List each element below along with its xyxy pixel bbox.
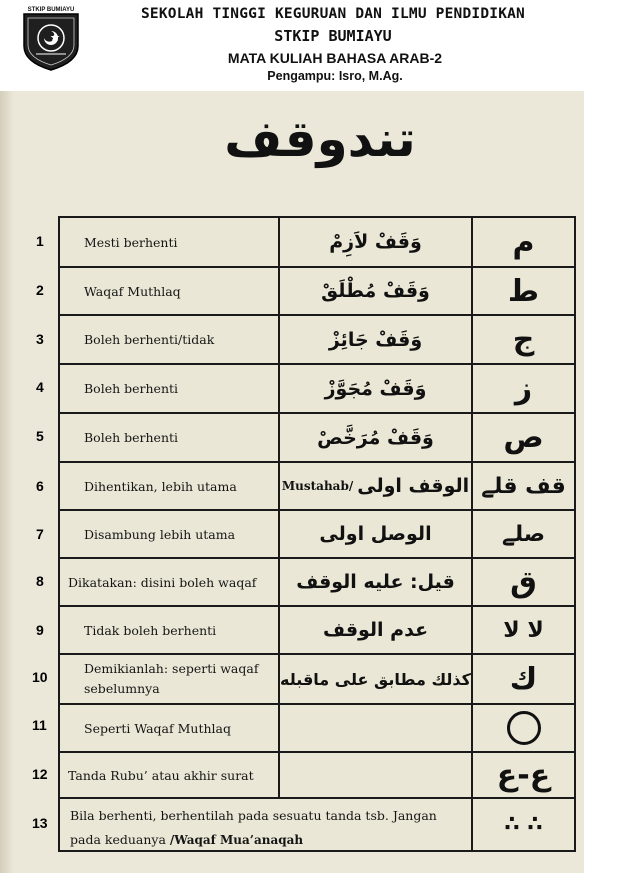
row-waqaf-symbol: قف قلے — [481, 473, 566, 499]
table-row — [60, 655, 574, 705]
row-arabic-term — [280, 463, 473, 509]
row-number: 10 — [32, 669, 48, 685]
row-waqaf-symbol: صلے — [501, 521, 546, 547]
row-waqaf-symbol: ص — [503, 420, 544, 455]
row-description: Disambung lebih utama — [60, 511, 280, 557]
row-arabic-term: وَقَفْ مُرَخَّصْ — [280, 414, 473, 461]
row-number: 1 — [36, 233, 44, 249]
waqaf-table — [58, 216, 576, 852]
row-description: Boleh berhenti/tidak — [60, 316, 280, 363]
table-row — [60, 559, 574, 607]
row-number: 9 — [36, 622, 44, 638]
row-arabic-term — [280, 705, 473, 751]
row-waqaf-symbol: ع-ع — [496, 757, 551, 793]
row-description-line2: sebelumnya — [84, 681, 160, 696]
row-number: 13 — [32, 815, 48, 831]
row-description-line1: Demikianlah: seperti waqaf — [84, 661, 259, 676]
row-arabic-term: وَقَفْ لاَزِمْ — [280, 218, 473, 266]
row-arabic-term: كذلك مطابق على ماقبله — [280, 655, 473, 703]
table-row — [60, 705, 574, 753]
row-arabic-term: وَقَفْ جَائِزْ — [280, 316, 473, 363]
row-arabic-term — [280, 753, 473, 797]
course-title: MATA KULIAH BAHASA ARAB-2 — [227, 50, 443, 66]
table-row — [60, 511, 574, 559]
row-number: 12 — [32, 766, 48, 782]
row-description: Boleh berhenti — [60, 414, 280, 461]
table-row — [60, 414, 574, 463]
row-number: 4 — [36, 379, 44, 395]
row-waqaf-symbol: ز — [514, 371, 533, 406]
row-arabic-term: قيل: عليه الوقف — [280, 559, 473, 605]
row-arabic-term: وَقَفْ مُجَوَّزْ — [280, 365, 473, 412]
mustahab-note: Mustahab/ — [281, 479, 354, 493]
row-number: 11 — [32, 717, 47, 733]
row-number: 8 — [36, 573, 44, 589]
row-waqaf-symbol: ∴ ∴ — [504, 812, 543, 837]
row-description: Seperti Waqaf Muthlaq — [60, 705, 280, 751]
table-row — [60, 799, 574, 850]
table-row — [60, 218, 574, 268]
row-waqaf-symbol: ج — [512, 322, 535, 357]
row-arabic-term: الوصل اولى — [280, 511, 473, 557]
row-description: Mesti berhenti — [60, 218, 280, 266]
row-arabic-term: وَقَفْ مُطْلَقْ — [280, 268, 473, 314]
svg-text:STKIP BUMIAYU: STKIP BUMIAYU — [27, 7, 75, 13]
row-arabic-term: عدم الوقف — [280, 607, 473, 653]
table-row — [60, 316, 574, 365]
institution-abbrev: STKIP BUMIAYU — [274, 27, 392, 45]
row-waqaf-symbol — [473, 705, 574, 751]
row-description-line2: pada keduanya — [70, 832, 166, 847]
row-description-line2-wrap — [70, 828, 471, 852]
row-description: Boleh berhenti — [60, 365, 280, 412]
row-description: Tanda Rubu’ atau akhir surat — [60, 753, 280, 797]
row-number: 7 — [36, 526, 44, 542]
table-row — [60, 753, 574, 799]
stkip-logo — [14, 2, 88, 72]
circle-icon — [507, 711, 541, 745]
row-waqaf-symbol: ق — [510, 564, 537, 600]
page-margin — [584, 91, 638, 873]
row-number: 5 — [36, 428, 44, 444]
row-description: Waqaf Muthlaq — [60, 268, 280, 314]
row-description — [60, 799, 473, 850]
row-description: Tidak boleh berhenti — [60, 607, 280, 653]
row-number: 3 — [36, 331, 44, 347]
row-waqaf-symbol: م — [512, 224, 535, 260]
row-waqaf-symbol: ط — [507, 273, 540, 309]
row-description: Dihentikan, lebih utama — [60, 463, 280, 509]
row-number: 6 — [36, 478, 44, 494]
waqaf-muanaqah-note: /Waqaf Mua’anaqah — [169, 833, 304, 847]
scan-edge — [0, 91, 14, 873]
table-row — [60, 607, 574, 655]
arabic-title: تندوقف — [224, 110, 416, 168]
row-arabic-text: الوقف اولى — [357, 475, 470, 497]
row-number: 2 — [36, 282, 44, 298]
row-waqaf-symbol: لا لا — [503, 617, 544, 643]
row-waqaf-symbol: ك — [509, 661, 538, 697]
lecturer: Pengampu: Isro, M.Ag. — [267, 69, 403, 83]
row-description: Dikatakan: disini boleh waqaf — [60, 559, 280, 605]
row-description-line1: Bila berhenti, berhentilah pada sesuatu tanda tsb. Jangan — [70, 808, 437, 823]
table-row — [60, 463, 574, 511]
institution-name: SEKOLAH TINGGI KEGURUAN DAN ILMU PENDIDIKAN — [141, 6, 525, 22]
table-row — [60, 365, 574, 414]
table-row — [60, 268, 574, 316]
row-description — [60, 655, 280, 703]
